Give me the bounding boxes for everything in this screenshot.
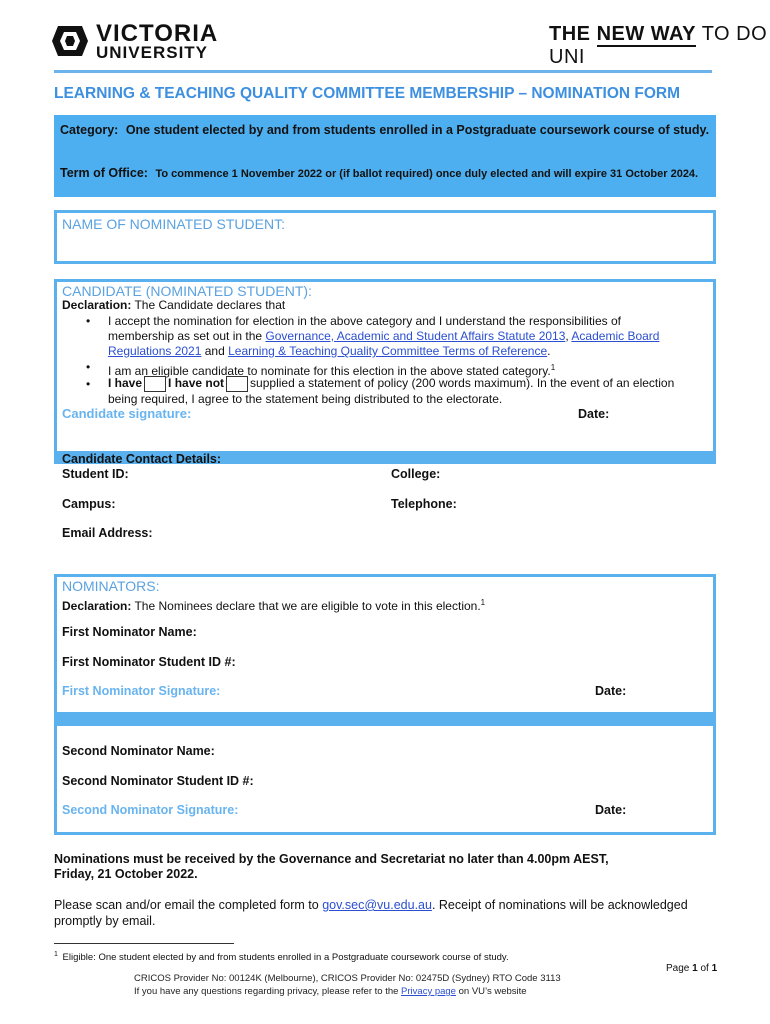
candidate-declaration-text: The Candidate declares that [131,298,286,312]
cricos-line: CRICOS Provider No: 00124K (Melbourne), CRICOS Provider No: 02475D (Sydney) RTO Code 3113 [134,973,561,984]
instructions-post: . Receipt of nominations will be acknowledged [431,898,688,912]
student-id-label[interactable]: Student ID: [62,467,129,481]
name-section-title: NAME OF NOMINATED STUDENT: [62,216,285,232]
candidate-section-title: CANDIDATE (NOMINATED STUDENT): [62,283,312,299]
category-text: One student elected by and from students enrolled in a Postgraduate coursework course of study. [125,123,710,137]
footnote-text: Eligible: One student elected by and from students enrolled in a Postgraduate coursework course of study. [62,952,509,964]
deadline-line-1: Nominations must be received by the Governance and Secretariat no later than 4.00pm AEST, [54,852,609,866]
nominators-declaration-text: The Nominees declare that we are eligible to vote in this election. [131,599,481,613]
footnote-divider [54,943,234,944]
tagline [549,23,770,69]
bullet-3 [108,376,713,407]
category-line [60,123,709,137]
contact-title: Candidate Contact Details: [62,452,222,466]
privacy-page-link[interactable]: Privacy page [401,986,456,997]
bullet-1 [108,314,708,359]
category-label: Category: [60,123,119,137]
bullet-3-text: supplied a statement of policy (200 words maximum). In the event of an election [250,376,675,391]
logo-victoria-text: VICTORIA [96,20,219,47]
term-text: To commence 1 November 2022 or (if ballot required) once duly elected and will expire 31 October 2024. [155,168,699,180]
bullet-1-comma: , [565,329,572,343]
bullet-1-and: and [201,344,229,358]
tagline-the: THE [549,23,591,45]
page-prefix: Page [666,963,693,974]
bullet-3-line-a [108,376,713,392]
header-divider [54,70,712,73]
term-label: Term of Office: [60,166,148,180]
bullet-1-pre: membership as set out in the [108,329,266,343]
link-governance-statute[interactable]: Governance, Academic and Student Affairs Statute 2013 [265,329,566,343]
term-line [60,166,698,180]
logo-university-text: UNIVERSITY [96,43,209,62]
page-current: 1 [692,963,698,974]
first-nominator-signature-label[interactable]: First Nominator Signature: [62,684,221,698]
link-regulations-2021[interactable]: Regulations 2021 [108,344,202,358]
first-nominator-name-label[interactable]: First Nominator Name: [62,625,197,639]
email-address-label[interactable]: Email Address: [62,526,153,540]
link-academic-board[interactable]: Academic Board [571,329,660,343]
footnote-ref-1: 1 [550,363,556,372]
page-total: 1 [711,963,718,974]
bullet-2-dot: • [86,360,91,374]
nominators-declaration-label: Declaration: [62,599,132,613]
campus-label[interactable]: Campus: [62,497,116,511]
bullet-2-text: I am an eligible candidate to nominate for this election in the above stated category. [108,364,551,378]
vu-shield-logo-icon [50,22,90,60]
candidate-declaration [62,298,285,313]
i-have-label: I have [108,376,143,391]
bullet-1-line-a: I accept the nomination for election in the above category and I understand the responsibilities of [108,314,621,328]
telephone-label[interactable]: Telephone: [391,497,457,511]
bullet-1-period: . [547,344,551,358]
page-of: of [697,963,712,974]
privacy-pre: If you have any questions regarding privacy, please refer to the [134,986,402,997]
tagline-new-way: NEW WAY [596,23,696,45]
second-nominator-name-label[interactable]: Second Nominator Name: [62,744,215,758]
link-terms-of-reference[interactable]: Learning & Teaching Quality Committee Terms of Reference [228,344,548,358]
second-nominator-date-label[interactable]: Date: [595,803,627,817]
candidate-date-label[interactable]: Date: [578,407,610,421]
privacy-line [134,986,527,997]
candidate-signature-label[interactable]: Candidate signature: [62,406,192,421]
second-nominator-id-label[interactable]: Second Nominator Student ID #: [62,774,254,788]
footnote-ref-2: 1 [480,598,486,607]
bullet-1-line-b [108,329,708,344]
nominators-divider-bar [54,712,716,726]
email-link[interactable]: gov.sec@vu.edu.au [322,898,432,912]
instructions [54,897,714,929]
first-nominator-id-label[interactable]: First Nominator Student ID #: [62,655,236,669]
footnote [54,951,509,963]
i-have-checkbox[interactable] [144,376,166,392]
college-label[interactable]: College: [391,467,441,481]
nominators-title: NOMINATORS: [62,578,160,594]
candidate-declaration-label: Declaration: [62,298,132,312]
instructions-line-2: promptly by email. [54,914,156,928]
first-nominator-date-label[interactable]: Date: [595,684,627,698]
tagline-rest: TO DO UNI [549,23,768,68]
footnote-number: 1 [54,951,58,958]
privacy-post: on VU’s website [455,986,527,997]
deadline-line-2: Friday, 21 October 2022. [54,867,198,881]
second-nominator-signature-label[interactable]: Second Nominator Signature: [62,803,239,817]
nominators-declaration [62,595,485,614]
i-have-not-checkbox[interactable] [226,376,248,392]
bullet-1-dot: • [86,314,91,328]
bullet-3-dot: • [86,377,91,391]
form-title: LEARNING & TEACHING QUALITY COMMITTEE MEMBERSHIP – NOMINATION FORM [54,85,681,102]
page-number [666,963,717,974]
bullet-3-line-b: being required, I agree to the statement being distributed to the electorate. [108,392,503,406]
i-have-not-label: I have not [168,376,225,391]
instructions-pre: Please scan and/or email the completed form to [54,898,323,912]
bullet-1-line-c [108,344,708,359]
